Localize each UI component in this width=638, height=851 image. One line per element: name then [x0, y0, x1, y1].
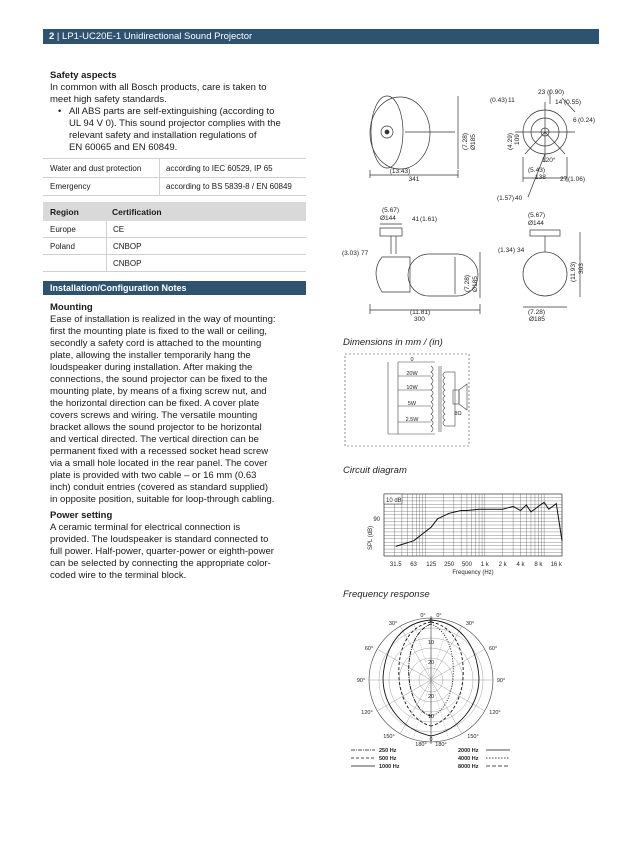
angle-label-left: 120°: [361, 710, 373, 716]
paragraph-line: plate, allowing the installer temporarily hang the: [50, 350, 251, 361]
paragraph-line: permanent fixed with a recessed socket head screw: [50, 446, 269, 457]
safety-bullet-line: EN 60065 and EN 60849.: [69, 142, 178, 153]
angle-label-left: 60°: [364, 646, 374, 652]
dim-label: (5.67): [382, 207, 399, 214]
tap-label: 10W: [406, 385, 418, 391]
ring-label: 20: [427, 694, 435, 700]
region-header: Region: [50, 206, 79, 217]
angle-label-right: 90°: [496, 678, 506, 684]
dim-label: 138: [535, 174, 546, 181]
safety-bullet-line: relevant safety and installation regulations of: [69, 130, 257, 141]
angle-label-left: 30°: [388, 621, 398, 627]
angle-label-left: 90°: [356, 678, 366, 684]
paragraph-line: the horizontal direction can be fixed. A cover plate: [50, 398, 260, 409]
speaker-side-rear: [376, 257, 410, 292]
dim-label: (1.06): [568, 176, 585, 183]
paragraph-line: coded wire to the terminal block.: [50, 570, 187, 581]
ring-label: 0: [429, 618, 433, 624]
dim-label: (7.28): [528, 309, 545, 316]
x-tick-label: 125: [426, 562, 437, 568]
table-cell: according to BS 5839-8 / EN 60849: [159, 178, 306, 195]
dim-label: 109: [514, 134, 521, 145]
y-axis-label: SPL (dB): [368, 525, 374, 550]
paragraph-line: A ceramic terminal for electrical connection is: [50, 522, 241, 533]
dim-label: Ø144: [380, 215, 396, 222]
polar-diagram: [343, 608, 523, 774]
dim-label: 11: [508, 97, 515, 104]
legend-label: 500 Hz: [379, 756, 397, 762]
paragraph-line: plate is provided with two cable – or 16 mm (0.63: [50, 470, 257, 481]
paragraph-line: inch) conduit entries (covered as standard supplied): [50, 482, 269, 493]
paragraph-line: covers screws and wiring. The versatile mounting: [50, 410, 258, 421]
dimensions-drawing: [330, 82, 600, 334]
polar-curve-1000hz: [383, 620, 431, 736]
circuit-diagram: [343, 352, 473, 450]
table-cell: CNBOP: [106, 238, 306, 254]
speaker-center: [385, 130, 389, 134]
legend-label: 1000 Hz: [379, 764, 400, 770]
speaker-body: [370, 97, 430, 169]
paragraph-line: in opposite position, suitable for loop-through cabling.: [50, 494, 275, 505]
x-axis-label: Frequency (Hz): [452, 570, 494, 576]
safety-intro-line: meet high safety standards.: [50, 94, 167, 105]
impedance-label: 8Ω: [454, 411, 462, 417]
paragraph-line: connections, the sound projector can be fixed to the: [50, 374, 268, 385]
tap-label: 2.5W: [405, 417, 419, 423]
bracket-plate-right: [530, 230, 560, 236]
dim-label: (11.81): [410, 309, 431, 316]
paragraph-line: loudspeaker during installation. After making the: [50, 362, 253, 373]
dim-label: (11.93): [570, 261, 577, 282]
angle-label-left: 150°: [383, 734, 395, 740]
x-tick-label: 500: [461, 562, 472, 568]
x-tick-label: 31.5: [389, 562, 402, 568]
dim-label: (1.61): [420, 216, 437, 223]
x-tick-label: 63: [410, 562, 417, 568]
angle-label-left: 180°: [415, 742, 427, 748]
dim-label: 41: [412, 216, 420, 223]
dim-label: (7.28): [462, 133, 469, 150]
polar-curve-4000hz: [431, 622, 463, 726]
legend-label: 2000 Hz: [458, 748, 479, 754]
ring-label: 10: [427, 714, 435, 720]
x-tick-label: 1 k: [480, 562, 489, 568]
dim-label: (7.28): [464, 275, 471, 292]
paragraph-line: secondly a safety cord is attached to the mounting: [50, 338, 262, 349]
dim-label: Ø144: [528, 220, 544, 227]
table-cell: CNBOP: [106, 255, 306, 271]
dim-label: (3.03): [342, 250, 359, 257]
angle-label-right: 60°: [488, 646, 498, 652]
table-cell: Europe: [50, 224, 76, 234]
ring-label: 0: [429, 737, 433, 743]
mounting-heading: Mounting: [50, 302, 93, 313]
table-header: [43, 202, 306, 221]
x-tick-label: 250: [444, 562, 455, 568]
dim-label: 23: [538, 89, 546, 96]
dim-label: 300: [414, 316, 425, 323]
paragraph-line: bracket allows the sound projector to be horizontal: [50, 422, 262, 433]
angle-label-right: 150°: [467, 734, 479, 740]
safety-heading: Safety aspects: [50, 70, 117, 81]
dim-label: Ø185: [529, 316, 545, 323]
safety-bullet-line: UL 94 V 0). This sound projector complies with the: [69, 118, 281, 129]
protection-table: [43, 158, 306, 196]
paragraph-line: can be selected by connecting the appropriate color-: [50, 558, 271, 569]
circuit-caption: Circuit diagram: [343, 465, 407, 476]
paragraph-line: Ease of installation is realized in the way of mounting:: [50, 314, 276, 325]
dim-label: 34: [517, 247, 525, 254]
dim-label: (5.43): [528, 167, 545, 174]
dim-label: 6: [573, 117, 577, 124]
angle-label-right: 0°: [436, 613, 442, 619]
dim-label: 77: [361, 250, 369, 257]
polar-curve-500hz: [399, 622, 431, 726]
speaker-rear-circle: [523, 252, 567, 296]
page-header: [43, 29, 599, 44]
angle-label-right: 180°: [435, 742, 447, 748]
angle-label-right: 30°: [465, 621, 475, 627]
dim-label: (0.55): [564, 99, 581, 106]
tap-label: 20W: [406, 371, 418, 377]
dim-label: (1.34): [498, 247, 515, 254]
frequency-chart: [360, 490, 570, 580]
power-heading: Power setting: [50, 510, 113, 521]
table-row: [43, 177, 306, 196]
safety-intro-line: In common with all Bosch products, care is taken to: [50, 82, 267, 93]
dim-label: (5.67): [528, 212, 545, 219]
table-row: [43, 255, 306, 272]
angle-label-right: 120°: [489, 710, 501, 716]
document-title: LP1-UC20E-1 Unidirectional Sound Projector: [62, 31, 253, 42]
dim-label: 341: [408, 176, 420, 183]
x-tick-label: 16 k: [550, 562, 562, 568]
dim-label: (0.43): [490, 97, 507, 104]
paragraph-line: via a small hole located in the rear panel. The cover: [50, 458, 268, 469]
legend-label: 8000 Hz: [458, 764, 479, 770]
dim-label: Ø185: [470, 134, 477, 150]
table-cell: Water and dust protection: [50, 163, 142, 173]
x-tick-label: 4 k: [516, 562, 525, 568]
certification-table: [43, 202, 306, 272]
page-number: 2: [49, 31, 55, 42]
table-row: [43, 221, 306, 238]
ring-label: 20: [427, 660, 435, 666]
frequency-caption: Frequency response: [343, 589, 430, 600]
installation-text: [50, 302, 306, 582]
polar-curve-8000hz: [431, 624, 453, 716]
table-row: [43, 158, 306, 177]
paragraph-line: first the mounting plate is fixed to the wall or ceiling,: [50, 326, 268, 337]
dimensions-caption: Dimensions in mm / (in): [343, 337, 443, 348]
dim-label: (0.90): [547, 89, 564, 96]
legend-label: 4000 Hz: [458, 756, 479, 762]
dim-label: 40: [515, 195, 523, 202]
dim-label: Ø185: [472, 276, 479, 292]
polar-curve-1000hz-mirror: [431, 620, 479, 736]
paragraph-line: mounting plate, by means of a fixing screw nut, and: [50, 386, 267, 397]
table-cell: Emergency: [50, 182, 91, 191]
dim-label: 27: [560, 176, 568, 183]
dim-label: (4.29): [507, 133, 514, 150]
x-tick-label: 8 k: [534, 562, 543, 568]
table-row: [43, 238, 306, 255]
certification-header: Certification: [112, 206, 162, 217]
angle-label-left: 0°: [420, 613, 426, 619]
dim-label: 14: [555, 99, 563, 106]
y-tick-label: 90: [373, 517, 380, 523]
header-separator: |: [54, 31, 63, 42]
polar-curve-250hz: [409, 624, 431, 716]
ring-label: 10: [427, 640, 435, 646]
tap-label: 0: [410, 357, 414, 363]
table-cell: Poland: [50, 241, 75, 251]
table-cell: according to IEC 60529, IP 65: [159, 159, 306, 177]
dim-label: 120°: [542, 157, 556, 164]
dim-label: (13.43): [389, 168, 411, 175]
x-tick-label: 2 k: [498, 562, 507, 568]
dim-label: (1.57): [497, 195, 514, 202]
mounting-paragraph: [50, 314, 306, 506]
paragraph-line: and vertical directed. The vertical direction can be: [50, 434, 259, 445]
safety-bullet-line: • All ABS parts are self-extinguishing (according to: [50, 106, 306, 118]
paragraph-line: full power. Half-power, quarter-power or eighth-power: [50, 546, 274, 557]
dim-label: 303: [578, 263, 585, 274]
frequency-series-line: [396, 502, 562, 546]
bracket-plate: [380, 228, 402, 236]
power-paragraph: [50, 522, 306, 582]
db-scale-label: 10 dB: [386, 498, 402, 504]
table-cell: CE: [106, 221, 306, 237]
dim-label: (0.24): [578, 117, 595, 124]
legend-label: 250 Hz: [379, 748, 397, 754]
installation-section-bar: Installation/Configuration Notes: [43, 281, 306, 295]
paragraph-line: provided. The loudspeaker is standard connected to: [50, 534, 269, 545]
tap-label: 5W: [407, 401, 417, 407]
safety-section: [50, 70, 306, 154]
